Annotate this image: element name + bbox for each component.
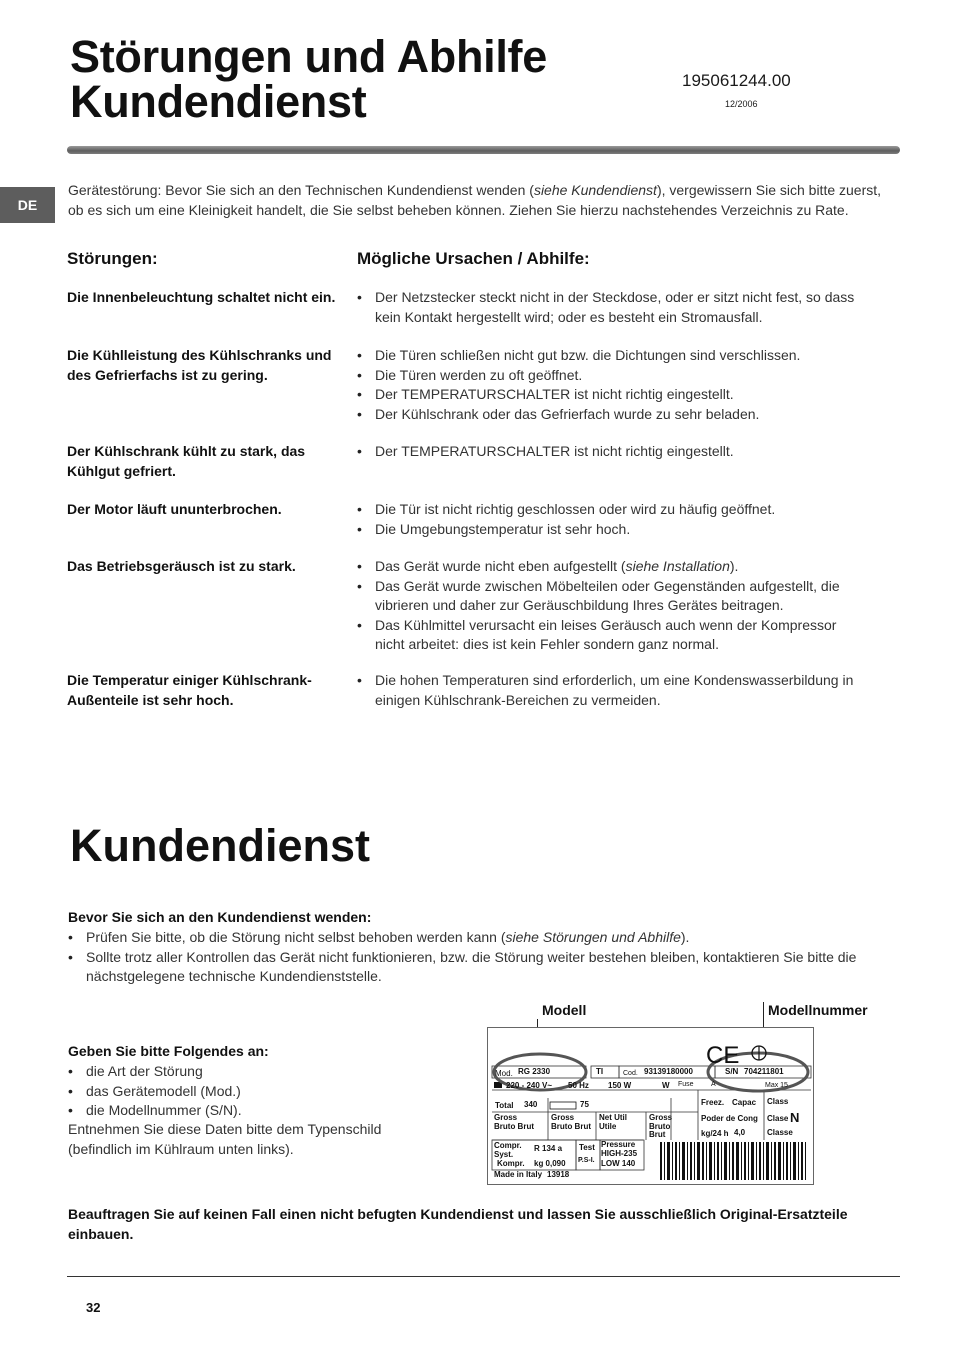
before-heading: Bevor Sie sich an den Kundendienst wenden: [68,909,372,925]
plate-net: Net Util Utile [599,1113,627,1131]
label-serial-number: Modellnummer [768,1002,868,1018]
rating-plate-illustration [487,1027,814,1185]
problem-item: Der Kühlschrank kühlt zu stark, das Kühlgut gefriert. [67,443,306,479]
cause-item: • Die Türen schließen nicht gut bzw. die Dichtungen sind verschlissen. [357,346,877,366]
cause-item: • Der TEMPERATURSCHALTER ist nicht richtig eingestellt. [357,442,877,462]
intro-ref-link: siehe Kundendienst [533,182,657,198]
plate-cod-label: Cod. [623,1070,638,1077]
plate-sn-label: S/N [725,1067,739,1076]
cause-list [357,288,877,327]
plate-w2: W [662,1081,670,1090]
column-heading-problems: Störungen: [67,249,158,268]
cause-item: • Der TEMPERATURSCHALTER ist nicht richtig eingestellt. [357,385,877,405]
plate-capac: Capac [732,1098,757,1107]
plate-voltage: 220 - 240 V~ [506,1081,553,1090]
cause-item: • Die Tür ist nicht richtig geschlossen oder wird zu häufig geöffnet. [357,500,877,520]
plate-made-in: Made in Italy [494,1170,543,1179]
plate-refrigerant: R 134 a [534,1144,563,1153]
plate-sn-value: 704211801 [744,1067,784,1076]
plate-ti: TI [596,1067,604,1076]
give-item: • das Gerätemodell (Mod.) [68,1082,408,1102]
service-title: Kundendienst [70,820,370,871]
warning-note: Beauftragen Sie auf keinen Fall einen nicht befugten Kundendienst und lassen Sie ausschließlich Original-Ersatzteile einbauen. [68,1206,848,1242]
plate-poder: Poder de Cong [701,1114,758,1123]
cause-item: • Der Netzstecker steckt nicht in der Steckdose, oder er sitzt nicht fest, so dass kein Kontakt hergestellt wird; oder es besteht ein Stromausfall. [357,288,877,327]
cause-list [357,442,877,462]
give-list [68,1062,408,1121]
cause-item: • Die Umgebungstemperatur ist sehr hoch. [357,520,877,540]
plate-low: LOW 140 [601,1159,636,1168]
cause-text: Das Gerät wurde nicht eben aufgestellt ( [375,558,626,574]
column-heading-causes: Mögliche Ursachen / Abhilfe: [357,249,590,268]
header-divider-bar [67,146,900,154]
plate-mod-label: Mod. [495,1069,513,1078]
plate-test: Test [579,1143,595,1152]
plate-cod-value: 93139180000 [644,1067,693,1076]
before-text: ). [680,929,690,945]
page-number: 32 [86,1300,101,1315]
plate-mod-value: RG 2330 [518,1067,551,1076]
plate-watt: 150 W [608,1081,632,1090]
plate-fuse: Fuse [678,1081,694,1088]
language-tab: DE [0,187,55,223]
plate-kompr: Kompr. [497,1159,525,1168]
title-line-1: Störungen und Abhilfe [70,31,547,82]
give-heading: Geben Sie bitte Folgendes an: [68,1043,269,1059]
plate-max: Max 15 [765,1082,788,1089]
cause-list [357,557,857,655]
plate-class-value: N [790,1110,800,1125]
plate-gross-1: Gross Bruto Brut [494,1113,534,1131]
label-model: Modell [542,1002,587,1018]
cause-list [357,346,877,424]
cause-list [357,671,877,710]
problem-item: Die Kühlleistung des Kühlschranks und des Gefrierfachs ist zu gering. [67,347,332,383]
before-ref-link: siehe Störungen und Abhilfe [505,929,681,945]
cause-item: • Das Kühlmittel verursacht ein leises Geräusch auch wenn der Kompressor nicht arbeitet: dies ist kein Fehler sondern ganz normal. [357,616,857,655]
plate-class-1: Class [767,1097,789,1106]
plate-kg-value: 4,0 [734,1128,746,1137]
cause-item: • Die Türen werden zu oft geöffnet. [357,366,877,386]
cause-item: • Die hohen Temperaturen sind erforderlich, um eine Kondenswasserbildung in einigen Kühlschrank-Bereichen zu vermeiden. [357,671,877,710]
give-item: • die Modellnummer (S/N). [68,1101,408,1121]
intro-text-1: Gerätestörung: Bevor Sie sich an den Technischen Kundendienst wenden ( [68,182,534,198]
plate-total-value2: 75 [580,1100,589,1109]
plate-gross-3: Gross Bruto Brut [649,1113,673,1139]
plate-kompr-kg: kg 0,090 [534,1159,566,1168]
plate-total-label: Total [495,1101,514,1110]
plate-total-value: 340 [524,1100,538,1109]
document-number: 195061244.00 [682,71,791,90]
plate-class-2: Clase [767,1114,789,1123]
before-item [68,928,898,948]
cause-list [357,500,877,539]
plate-amp: A [711,1081,716,1088]
problem-item: Der Motor läuft ununterbrochen. [67,501,282,517]
plate-freez: Freez. [701,1098,725,1107]
give-item: • die Art der Störung [68,1062,408,1082]
document-date: 12/2006 [725,99,758,109]
cause-item: • Der Kühlschrank oder das Gefrierfach wurde zu sehr beladen. [357,405,877,425]
plate-hz: 50 Hz [568,1081,589,1090]
plate-class-3: Classe [767,1128,793,1137]
before-text: Prüfen Sie bitte, ob die Störung nicht selbst behoben werden kann ( [86,929,506,945]
page-title [70,31,547,127]
problem-item: Die Temperatur einiger Kühlschrank-Außenteile ist sehr hoch. [67,672,312,708]
footer-divider [67,1276,900,1277]
svg-text:CE: CE [706,1042,740,1069]
give-note: Entnehmen Sie diese Daten bitte dem Typenschild (befindlich im Kühlraum unten links). [68,1121,382,1157]
plate-made-number: 13918 [547,1170,570,1179]
barcode-icon [660,1142,806,1180]
problem-item: Das Betriebsgeräusch ist zu stark. [67,558,296,574]
cause-ref-link: siehe Installation [625,558,730,574]
cause-text: ). [729,558,739,574]
intro-paragraph [68,181,898,220]
before-list [68,928,898,987]
problem-item: Die Innenbeleuchtung schaltet nicht ein. [67,289,336,305]
before-item: • Sollte trotz aller Kontrollen das Gerät nicht funktionieren, bzw. die Störung weiter bestehen bleiben, kontaktieren Sie bitte die nächstgelegene technische Kundendienststelle. [68,948,898,987]
title-line-2: Kundendienst [70,76,367,127]
plate-high: HIGH-235 [601,1149,638,1158]
plate-pressure: Pressure [601,1140,636,1149]
plate-kg-label: kg/24 h [701,1129,729,1138]
plate-compr-syst: Compr. Syst. [494,1141,522,1159]
intro-text-2: ), vergewissern Sie sich bitte zuerst, ob es sich um eine Kleinigkeit handelt, die Sie selbst beheben können. Ziehen Sie hierzu nachstehendes Verzeichnis zu Rate. [68,182,882,218]
cause-item: • Das Gerät wurde zwischen Möbelteilen oder Gegenständen aufgestellt, die vibrieren und daher zur Geräuschbildung Ihres Gerätes beitragen. [357,577,857,616]
plate-gross-2: Gross Bruto Brut [551,1113,591,1131]
cause-item [357,557,857,577]
plate-psi: P.S-I. [578,1157,595,1164]
